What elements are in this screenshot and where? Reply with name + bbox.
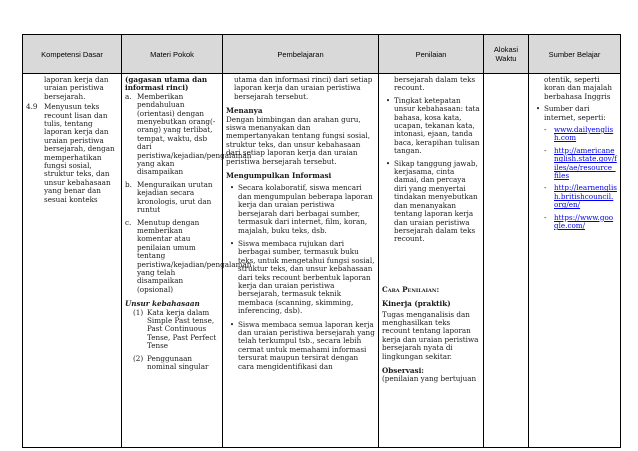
materi-item-text: Menutup dengan memberikan komentar atau penilaian umum tentang peristiwa/kejadian/pengalaman yang telah disampaikan (opsional) [137,217,252,294]
kd-lead-text: laporan kerja dan uraian peristiwa bersejarah. [44,75,109,101]
link-britishcouncil[interactable]: http://learnenglish.britishcouncil.org/en/ [554,183,617,210]
header-pembelajaran: Pembelajaran [223,35,379,74]
cara-penilaian-heading: Cara Penilaian: [382,284,440,294]
cell-kompetensi-dasar [23,74,122,448]
unsur-item-label: (1) [133,307,144,317]
bullet-icon: • [229,319,235,329]
link-google[interactable]: https://www.google.com/ [554,212,614,231]
header-kompetensi-dasar: Kompetensi Dasar [23,35,122,74]
observasi-text: (penilaian yang bertujuan [382,374,477,384]
dash-icon: - [544,183,547,193]
kinerja-heading: Kinerja (praktik) [382,299,451,309]
materi-item-text: Menguraikan urutan kejadian secara kronologis, urut dan runtut [137,179,213,215]
bullet-icon: • [229,238,235,248]
sumber-cont-text: otentik, seperti koran dan majalah berbahasa Inggris [544,75,612,101]
kd-number: 4.9 [26,102,38,112]
materi-item-label: a. [125,91,132,101]
materi-item-label: b. [125,179,132,189]
sumber-bullet-text: Sumber dari internet, seperti: [544,104,606,122]
bullet-icon: • [385,158,391,168]
penilaian-bullet-text: Tingkat ketepatan unsur kebahasaan: tata bahasa, kosa kata, ucapan, tekanan kata, intonasi, ejaan, tanda baca, kerapihan tulisan tangan. [394,95,480,156]
cell-sumber-belajar [529,74,621,448]
materi-item-label: c. [125,217,132,227]
header-materi-pokok: Materi Pokok [122,35,223,74]
kinerja-text: Tugas menganalisis dan menghasilkan teks recount tentang laporan kerja dan uraian peristiwa bersejarah nyata di lingkungan sekitar. [382,309,479,361]
dash-icon: - [544,212,547,222]
pembelajaran-bullet-text: Siswa membaca rujukan dari berbagai sumber, termasuk buku teks, untuk mengetahui fungsi sosial, struktur teks, dan unsur kebahasaan dari teks recount berbentuk laporan kerja dan uraian peristiwa bersejarah, termasuk teknik membaca (scanning, skimming, inferencing, dsb). [238,238,375,316]
dash-icon: - [544,125,547,135]
bullet-icon: • [229,183,235,193]
link-americanenglish[interactable]: http://americanenglish.state.gov/files/ae/resource_files [554,145,617,181]
header-row [23,35,621,74]
dash-icon: - [544,145,547,155]
bullet-icon: • [385,95,391,105]
mengumpulkan-informasi-heading: Mengumpulkan Informasi [226,171,332,181]
cell-penilaian [379,74,484,448]
observasi-heading: Observasi: [382,365,424,375]
unsur-kebahasaan-heading: Unsur kebahasaan [125,299,200,309]
materi-heading: (gagasan utama dan informasi rinci) [125,75,208,93]
header-alokasi-waktu: Alokasi Waktu [484,35,529,74]
pembelajaran-bullet-text: Secara kolaboratif, siswa mencari dan mengumpulan beberapa laporan kerja dan uraian peristiwa bersejarah dari berbagai sumber, termasuk dari internet, film, koran, majalah, buku teks, dsb. [238,183,373,235]
header-penilaian: Penilaian [379,35,484,74]
materi-item-text: Memberikan pendahuluan (orientasi) dengan menyebutkan orang(-orang) yang terlibat, tempat, waktu, dsb dari peristiwa/kejadian/pengalaman yang akan disampaikan [137,91,252,177]
kd-text: Menyusun teks recount lisan dan tulis, tentang laporan kerja dan uraian peristiwa bersejarah, dengan memperhatikan fungsi sosial, struktur teks, dan unsur kebahasaan yang benar dan sesuai konteks [44,102,115,204]
cell-pembelajaran [223,74,379,448]
unsur-item-text: Kata kerja dalam Simple Past tense, Past Continuous Tense, Past Perfect Tense [147,307,217,351]
unsur-item-text: Penggunaan nominal singular [147,353,209,371]
cell-alokasi-waktu [484,74,529,448]
pembelajaran-bullet-text: Siswa membaca semua laporan kerja dan uraian peristiwa bersejarah yang telah terkumpul tsb., secara lebih cermat untuk memahami informasi tersurat maupun tersirat dengan cara mengidentifikasi dan [238,319,375,371]
pembelajaran-cont-text: utama dan informasi rinci) dari setiap laporan kerja dan uraian peristiwa bersejarah tersebut. [234,75,373,101]
syllabus-table [22,34,621,448]
penilaian-bullet-text: Sikap tanggung jawab, kerjasama, cinta damai, dan percaya diri yang menyertai tindakan menyebutkan dan menanyakan tentang laporan kerja dan uraian peristiwa bersejarah dalam teks recount. [394,158,478,244]
menanya-heading: Menanya [226,106,263,116]
bullet-icon: • [535,104,541,114]
menanya-text: Dengan bimbingan dan arahan guru, siswa menanyakan dan mempertanyakan tentang fungsi sosial, struktur teks, dan unsur kebahasaan dari setiap laporan kerja dan uraian peristiwa bersejarah tersebut. [226,114,370,166]
penilaian-cont-text: bersejarah dalam teks recount. [394,75,476,93]
content-row [23,74,621,448]
link-dailyenglish[interactable]: www.dailyenglish.com [554,125,614,143]
unsur-item-label: (2) [133,353,144,363]
header-sumber-belajar: Sumber Belajar [529,35,621,74]
